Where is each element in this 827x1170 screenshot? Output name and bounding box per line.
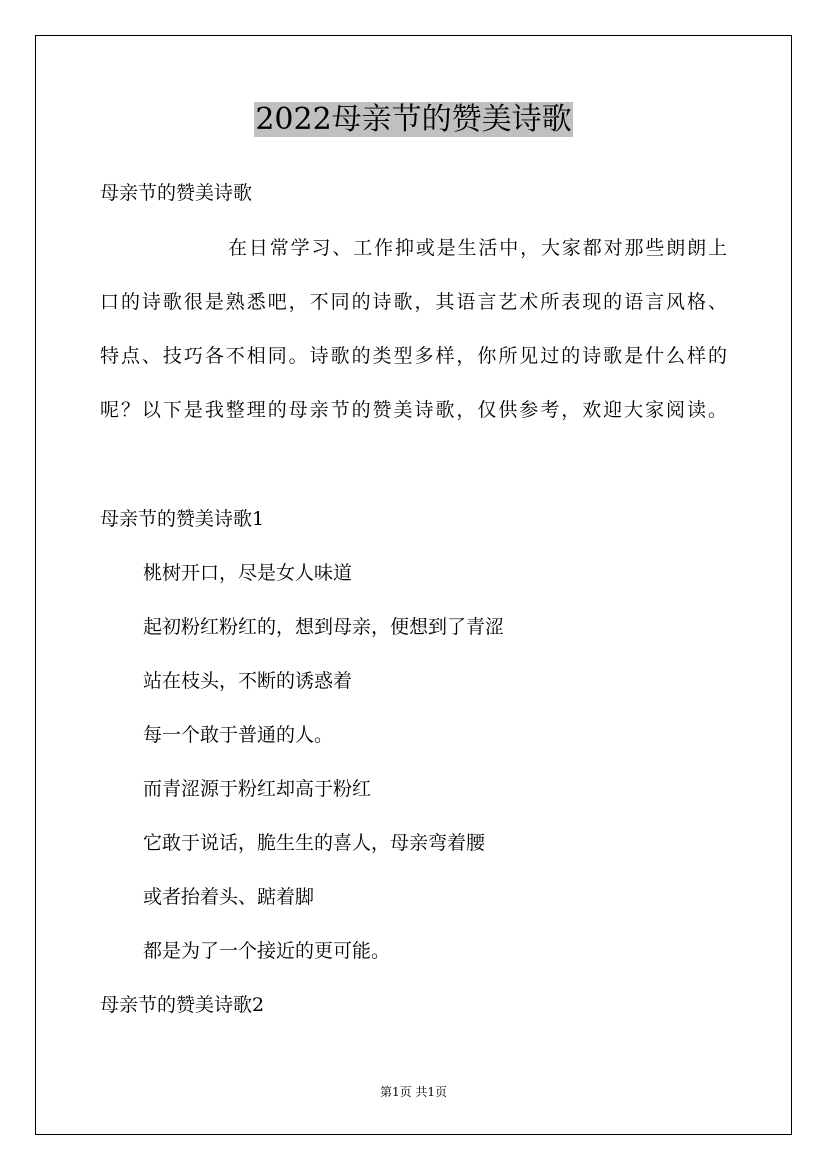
poem-line: 起初粉红粉红的，想到母亲，便想到了青涩 <box>143 616 505 638</box>
poem-line: 每一个敢于普通的人。 <box>143 724 334 746</box>
section-heading-2: 母亲节的赞美诗歌2 <box>100 994 265 1016</box>
document-subtitle: 母亲节的赞美诗歌 <box>100 182 253 204</box>
poem-line: 或者抬着头、踮着脚 <box>143 886 315 908</box>
intro-line-1: 在日常学习、工作抑或是生活中，大家都对那些朗朗上 <box>228 237 727 259</box>
document-title-text: 2022母亲节的赞美诗歌 <box>255 102 572 137</box>
poem-line: 都是为了一个接近的更可能。 <box>143 940 391 962</box>
intro-line-2: 口的诗歌很是熟悉吧，不同的诗歌，其语言艺术所表现的语言风格、 <box>100 291 727 313</box>
poem-line: 站在枝头，不断的诱惑着 <box>143 670 353 692</box>
poem-line: 桃树开口，尽是女人味道 <box>143 562 353 584</box>
poem-line: 它敢于说话，脆生生的喜人，母亲弯着腰 <box>143 832 486 854</box>
poem-line: 而青涩源于粉红却高于粉红 <box>143 778 372 800</box>
document-title <box>0 98 827 142</box>
intro-line-3: 特点、技巧各不相同。诗歌的类型多样，你所见过的诗歌是什么样的 <box>100 345 727 367</box>
section-heading-1: 母亲节的赞美诗歌1 <box>100 508 265 530</box>
intro-line-4: 呢？以下是我整理的母亲节的赞美诗歌，仅供参考，欢迎大家阅读。 <box>100 399 727 421</box>
page-footer: 第1页 共1页 <box>379 1085 448 1099</box>
